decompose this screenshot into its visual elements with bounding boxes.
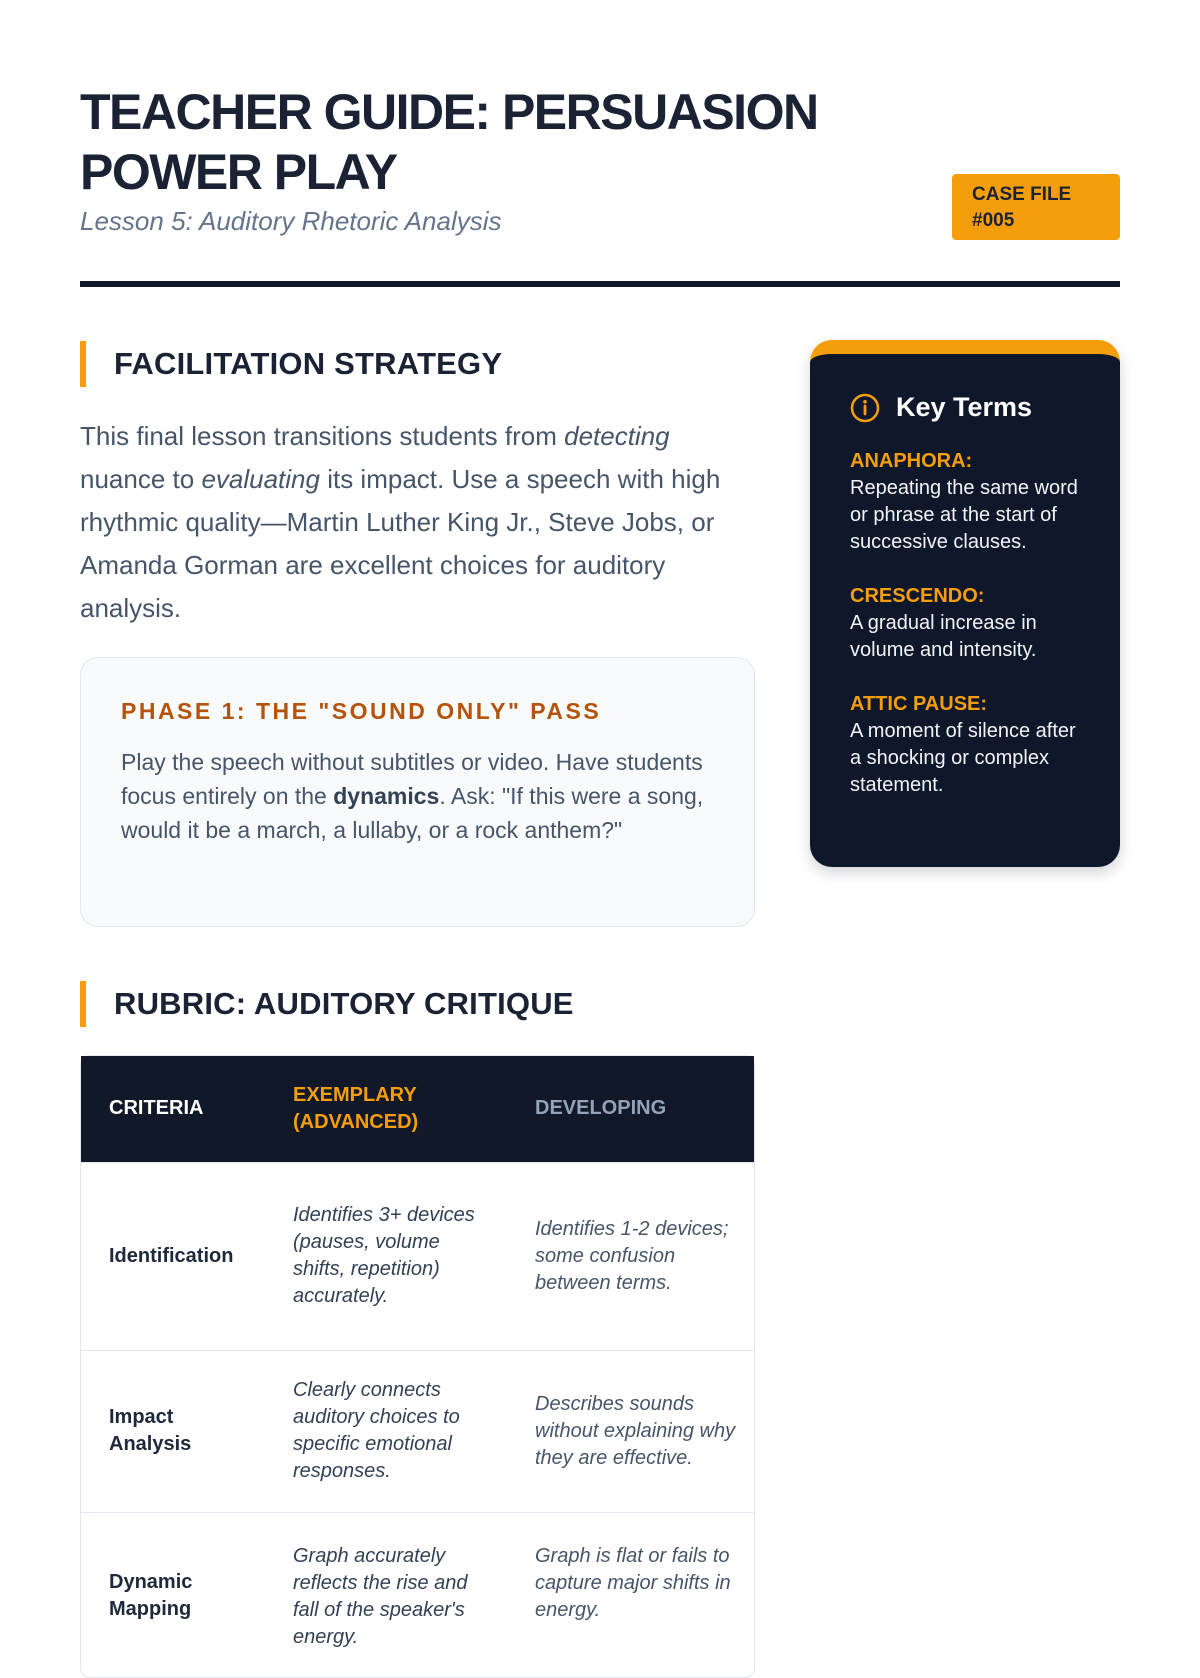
key-terms-title: Key Terms xyxy=(896,392,1033,422)
phase-title: PHASE 1: THE "SOUND ONLY" PASS xyxy=(121,698,602,724)
term-definition: A moment of silence after a shocking or complex statement. xyxy=(850,720,1076,796)
criteria-cell: Impact Analysis xyxy=(81,1350,271,1512)
facilitation-heading: FACILITATION STRATEGY xyxy=(80,341,502,387)
term-name: CRESCENDO: xyxy=(850,585,985,607)
phase-text-2: . Ask: "If this were a song, would it be a march, a lullaby, or a rock anthem?" xyxy=(121,783,704,843)
guide-header xyxy=(80,82,1120,287)
phase-text-bold: dynamics xyxy=(333,783,440,809)
exemplary-cell: Graph accurately reflects the rise and fall of the speaker's energy. xyxy=(271,1512,517,1677)
developing-cell: Describes sounds without explaining why they are effective. xyxy=(517,1350,754,1512)
case-file-badge: CASE FILE #005 xyxy=(952,174,1120,240)
criteria-cell: Dynamic Mapping xyxy=(81,1512,271,1677)
table-row xyxy=(81,1350,754,1512)
term-definition: Repeating the same word or phrase at the start of successive clauses. xyxy=(850,477,1078,553)
facilitation-intro xyxy=(80,415,740,630)
developing-cell: Graph is flat or fails to capture major shifts in energy. xyxy=(517,1512,754,1677)
intro-text-1: This final lesson transitions students from xyxy=(80,421,565,451)
term-crescendo xyxy=(850,582,1080,664)
column-header-exemplary: EXEMPLARY (ADVANCED) xyxy=(271,1056,517,1162)
phase-text xyxy=(121,745,714,847)
intro-text-3: its impact. Use a speech with high rhythmic quality—Martin Luther King Jr., Steve Jobs, or Amanda Gorman are excellent choices for auditory analysis. xyxy=(80,464,721,623)
term-definition: A gradual increase in volume and intensity. xyxy=(850,612,1037,661)
intro-emphasis-evaluating: evaluating xyxy=(201,464,320,494)
key-terms-card xyxy=(810,340,1120,867)
rubric-table xyxy=(80,1055,755,1678)
rubric-heading: RUBRIC: AUDITORY CRITIQUE xyxy=(80,981,574,1027)
intro-emphasis-detecting: detecting xyxy=(564,421,670,451)
rubric-header-row xyxy=(81,1056,754,1162)
term-anaphora xyxy=(850,447,1080,556)
intro-text-2: nuance to xyxy=(80,464,202,494)
phase-text-1: Play the speech without subtitles or video. Have students focus entirely on the xyxy=(121,749,703,809)
developing-cell: Identifies 1-2 devices; some confusion between terms. xyxy=(517,1162,754,1350)
phase-1-box xyxy=(80,657,755,927)
page-title: TEACHER GUIDE: PERSUASION POWER PLAY xyxy=(80,84,818,200)
info-circle-icon xyxy=(850,393,880,423)
table-row xyxy=(81,1512,754,1677)
lesson-subtitle: Lesson 5: Auditory Rhetoric Analysis xyxy=(80,206,502,236)
exemplary-cell: Identifies 3+ devices (pauses, volume shifts, repetition) accurately. xyxy=(271,1162,517,1350)
key-terms-header xyxy=(850,392,1080,423)
column-header-criteria: CRITERIA xyxy=(81,1056,271,1162)
column-header-developing: DEVELOPING xyxy=(517,1056,754,1162)
term-name: ANAPHORA: xyxy=(850,450,973,472)
term-attic-pause xyxy=(850,690,1080,799)
exemplary-cell: Clearly connects auditory choices to specific emotional responses. xyxy=(271,1350,517,1512)
term-name: ATTIC PAUSE: xyxy=(850,693,988,715)
criteria-cell: Identification xyxy=(81,1162,271,1350)
table-row xyxy=(81,1162,754,1350)
teacher-guide-page xyxy=(80,0,1120,1648)
